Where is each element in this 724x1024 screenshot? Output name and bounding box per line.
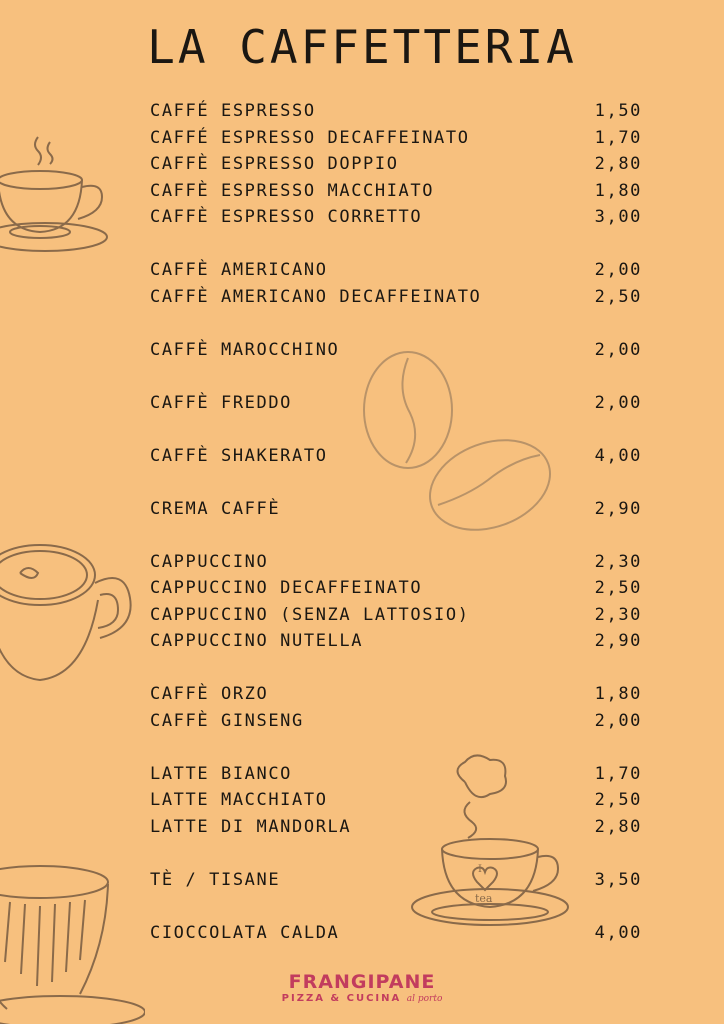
menu-group	[150, 761, 642, 841]
menu-item-price: 2,00	[594, 392, 642, 413]
menu-item-name: CAFFÉ ESPRESSO DECAFFEINATO	[150, 127, 470, 148]
menu-item-name: CAPPUCCINO DECAFFEINATO	[150, 578, 423, 598]
menu-item	[150, 390, 642, 417]
menu-item	[150, 125, 642, 152]
menu-item	[150, 549, 642, 576]
espresso-cup-illustration	[0, 132, 115, 267]
menu-item	[150, 337, 642, 364]
menu-item-price: 1,80	[594, 180, 642, 201]
menu-item	[150, 708, 642, 735]
menu-item-name: CIOCCOLATA CALDA	[150, 922, 340, 943]
logo-name: FRANGIPANE	[288, 971, 436, 993]
menu-item-price: 3,00	[594, 207, 642, 227]
menu-item-name: CAFFÉ ESPRESSO	[150, 101, 316, 121]
menu-item	[150, 257, 642, 284]
menu-item-name: CAFFÈ SHAKERATO	[150, 445, 328, 466]
menu-item	[150, 496, 642, 523]
tea-cup-i: I	[478, 864, 482, 875]
menu-item-name: CAFFÈ ESPRESSO DOPPIO	[150, 154, 399, 174]
menu-item-price: 3,50	[594, 869, 642, 890]
menu-item	[150, 602, 642, 629]
menu-group	[150, 337, 642, 364]
menu-item	[150, 151, 642, 178]
menu-item	[150, 178, 642, 205]
menu-item-name: CAFFÈ MAROCCHINO	[150, 339, 340, 360]
menu-item-price: 2,90	[594, 631, 642, 651]
menu-item	[150, 787, 642, 814]
menu-item-price: 2,00	[594, 260, 642, 280]
menu-item-name: CAPPUCCINO NUTELLA	[150, 631, 364, 651]
menu-item-price: 2,30	[594, 604, 642, 625]
cappuccino-cup-illustration	[0, 535, 135, 685]
menu-item-name: CAPPUCCINO (SENZA LATTOSIO)	[150, 604, 470, 625]
logo-tagline-text: PIZZA & CUCINA	[281, 993, 402, 1004]
menu-item-name: CAPPUCCINO	[150, 551, 269, 572]
menu-item	[150, 681, 642, 708]
menu-item-name: LATTE MACCHIATO	[150, 790, 328, 810]
menu-item-price: 2,00	[594, 339, 642, 360]
menu-item-price: 2,50	[594, 578, 642, 598]
menu-group	[150, 390, 642, 417]
menu-item-price: 2,80	[594, 816, 642, 837]
menu-item-price: 1,50	[594, 101, 642, 121]
menu-item-name: CREMA CAFFÈ	[150, 498, 281, 519]
menu-group	[150, 549, 642, 655]
menu-item	[150, 628, 642, 655]
menu-item-name: CAFFÈ FREDDO	[150, 392, 293, 413]
menu-list	[150, 98, 642, 973]
menu-item-price: 2,50	[594, 790, 642, 810]
menu-item-price: 2,90	[594, 498, 642, 519]
menu-item-price: 2,80	[594, 154, 642, 174]
menu-group	[150, 867, 642, 894]
menu-title: LA CAFFETTERIA	[147, 20, 577, 74]
menu-item	[150, 98, 642, 125]
menu-item-name: LATTE DI MANDORLA	[150, 816, 352, 837]
menu-item-price: 4,00	[594, 922, 642, 943]
menu-item	[150, 575, 642, 602]
menu-item	[150, 814, 642, 841]
menu-group	[150, 443, 642, 470]
menu-item-name: CAFFÈ ESPRESSO CORRETTO	[150, 207, 423, 227]
menu-group	[150, 920, 642, 947]
menu-item-price: 2,50	[594, 286, 642, 307]
frangipane-logo	[0, 972, 724, 1006]
menu-item-name: LATTE BIANCO	[150, 763, 293, 784]
menu-item-name: TÈ / TISANE	[150, 869, 281, 890]
tea-cup-word: tea	[475, 892, 493, 905]
menu-item-price: 1,70	[594, 127, 642, 148]
menu-item-price: 2,00	[594, 710, 642, 731]
logo-script: al porto	[406, 994, 443, 1004]
menu-group	[150, 681, 642, 734]
menu-group	[150, 98, 642, 231]
menu-item-name: CAFFÈ GINSENG	[150, 710, 304, 731]
menu-item	[150, 204, 642, 231]
menu-item-price: 1,70	[594, 763, 642, 784]
menu-item-name: CAFFÈ ESPRESSO MACCHIATO	[150, 180, 435, 201]
logo-tagline	[0, 992, 724, 1006]
menu-item	[150, 443, 642, 470]
menu-item-name: CAFFÈ AMERICANO DECAFFEINATO	[150, 286, 482, 307]
menu-group	[150, 257, 642, 310]
menu-item	[150, 920, 642, 947]
menu-item	[150, 761, 642, 788]
menu-item	[150, 284, 642, 311]
menu-item	[150, 867, 642, 894]
menu-item-price: 4,00	[594, 445, 642, 466]
menu-group	[150, 496, 642, 523]
menu-item-price: 2,30	[594, 551, 642, 572]
menu-item-name: CAFFÈ ORZO	[150, 684, 269, 704]
menu-item-name: CAFFÈ AMERICANO	[150, 260, 328, 280]
menu-item-price: 1,80	[594, 684, 642, 704]
